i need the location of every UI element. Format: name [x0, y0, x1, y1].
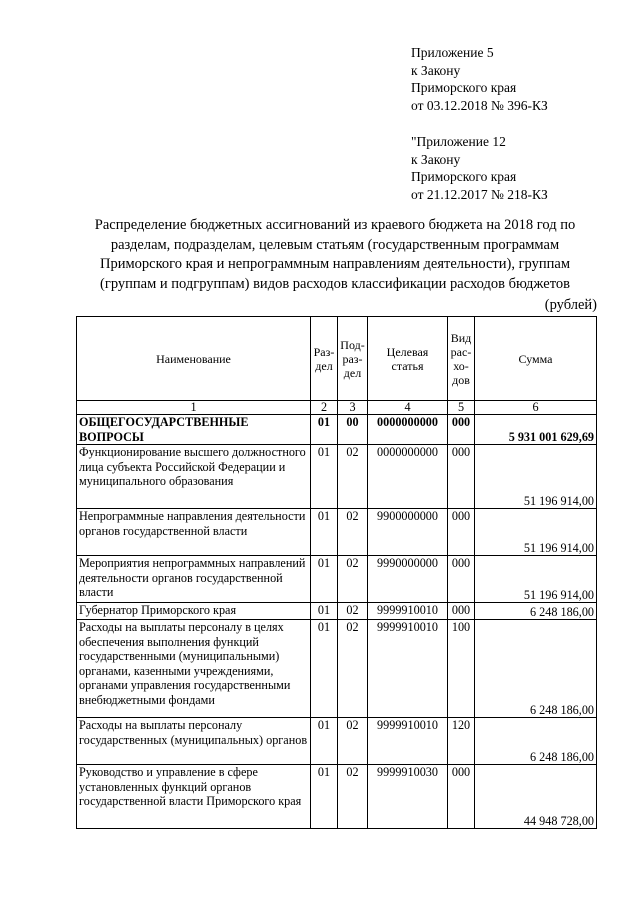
row-section: 01: [311, 556, 338, 603]
row-expense-type: 100: [448, 620, 475, 718]
table-row: [77, 603, 597, 620]
appendix-line: к Закону: [411, 151, 461, 167]
row-expense-type: 120: [448, 718, 475, 765]
title-line: Распределение бюджетных ассигнований из краевого бюджета на 2018 год по: [94, 217, 576, 233]
column-number: 3: [338, 401, 368, 415]
appendix-line: "Приложение 12: [411, 134, 506, 149]
row-sum: 6 248 186,00: [475, 603, 597, 620]
table-row: [77, 445, 597, 509]
row-subsection: 02: [338, 718, 368, 765]
row-sum: 51 196 914,00: [475, 445, 597, 509]
column-number: 4: [368, 401, 448, 415]
row-sum: 6 248 186,00: [475, 718, 597, 765]
row-name: Губернатор Приморского края: [77, 603, 311, 620]
row-expense-type: 000: [448, 556, 475, 603]
header-name: Наименование: [77, 317, 311, 401]
header-row: [77, 317, 597, 401]
row-target: 0000000000: [368, 445, 448, 509]
row-target: 9999910030: [368, 765, 448, 829]
row-section: 01: [311, 415, 338, 445]
column-number: 2: [311, 401, 338, 415]
row-name: Руководство и управление в сфере установленных функций органов государственной власти Приморского края: [77, 765, 311, 829]
document-title: [70, 216, 600, 294]
table-row: [77, 620, 597, 718]
row-target: 9999910010: [368, 620, 448, 718]
appendix-line: от 21.12.2017 № 218-КЗ: [411, 186, 548, 202]
row-subsection: 02: [338, 509, 368, 556]
table-row: [77, 415, 597, 445]
row-name: ОБЩЕГОСУДАРСТВЕННЫЕ ВОПРОСЫ: [77, 415, 311, 445]
row-subsection: 00: [338, 415, 368, 445]
row-subsection: 02: [338, 556, 368, 603]
row-sum: 6 248 186,00: [475, 620, 597, 718]
header-target: Целевая статья: [368, 317, 448, 401]
row-subsection: 02: [338, 603, 368, 620]
column-number: 5: [448, 401, 475, 415]
appendix-line: Приморского края: [411, 169, 517, 184]
row-target: 9900000000: [368, 509, 448, 556]
row-expense-type: 000: [448, 765, 475, 829]
title-line: Приморского края и непрограммным направлениям деятельности), группам: [99, 256, 570, 272]
header-subsection: Под- раз- дел: [338, 317, 368, 401]
title-line: разделам, подразделам, целевым статьям (государственным программам: [110, 236, 560, 253]
row-name: Расходы на выплаты персоналу в целях обеспечения выполнения функций государственными (муниципальными) органами, казенными учреждениями, органами управления государственными внебюджетными фондами: [77, 620, 311, 718]
row-target: 0000000000: [368, 415, 448, 445]
row-section: 01: [311, 603, 338, 620]
row-section: 01: [311, 718, 338, 765]
appendix-note-current: [411, 44, 631, 114]
row-sum: 51 196 914,00: [475, 556, 597, 603]
table-row: [77, 765, 597, 829]
row-subsection: 02: [338, 620, 368, 718]
table-row: [77, 556, 597, 603]
row-expense-type: 000: [448, 445, 475, 509]
row-section: 01: [311, 765, 338, 829]
row-expense-type: 000: [448, 603, 475, 620]
row-sum: 5 931 001 629,69: [475, 415, 597, 445]
row-section: 01: [311, 620, 338, 718]
table-row: [77, 509, 597, 556]
row-expense-type: 000: [448, 415, 475, 445]
title-line: (группам и подгруппам) видов расходов классификации расходов бюджетов: [100, 275, 570, 292]
row-name: Непрограммные направления деятельности органов государственной власти: [77, 509, 311, 556]
row-section: 01: [311, 509, 338, 556]
row-target: 9990000000: [368, 556, 448, 603]
appendix-line: от 03.12.2018 № 396-КЗ: [411, 97, 548, 113]
column-number-row: [77, 401, 597, 415]
row-sum: 51 196 914,00: [475, 509, 597, 556]
row-section: 01: [311, 445, 338, 509]
table-row: [77, 718, 597, 765]
row-subsection: 02: [338, 765, 368, 829]
row-subsection: 02: [338, 445, 368, 509]
column-number: 1: [77, 401, 311, 415]
row-sum: 44 948 728,00: [475, 765, 597, 829]
row-target: 9999910010: [368, 718, 448, 765]
row-name: Мероприятия непрограммных направлений деятельности органов государственной власти: [77, 556, 311, 603]
appendix-line: к Закону: [411, 62, 461, 78]
row-name: Функционирование высшего должностного лица субъекта Российской Федерации и муниципального образования: [77, 445, 311, 509]
header-expense-type: Вид рас- хо- дов: [448, 317, 475, 401]
appendix-note-original: [411, 133, 631, 203]
column-number: 6: [475, 401, 597, 415]
row-name: Расходы на выплаты персоналу государственных (муниципальных) органов: [77, 718, 311, 765]
row-target: 9999910010: [368, 603, 448, 620]
appendix-line: Приморского края: [411, 80, 517, 95]
budget-table: [76, 316, 597, 829]
currency-unit: (рублей): [544, 297, 597, 313]
appendix-line: Приложение 5: [411, 45, 494, 60]
row-expense-type: 000: [448, 509, 475, 556]
header-sum: Сумма: [475, 317, 597, 401]
header-section: Раз- дел: [311, 317, 338, 401]
